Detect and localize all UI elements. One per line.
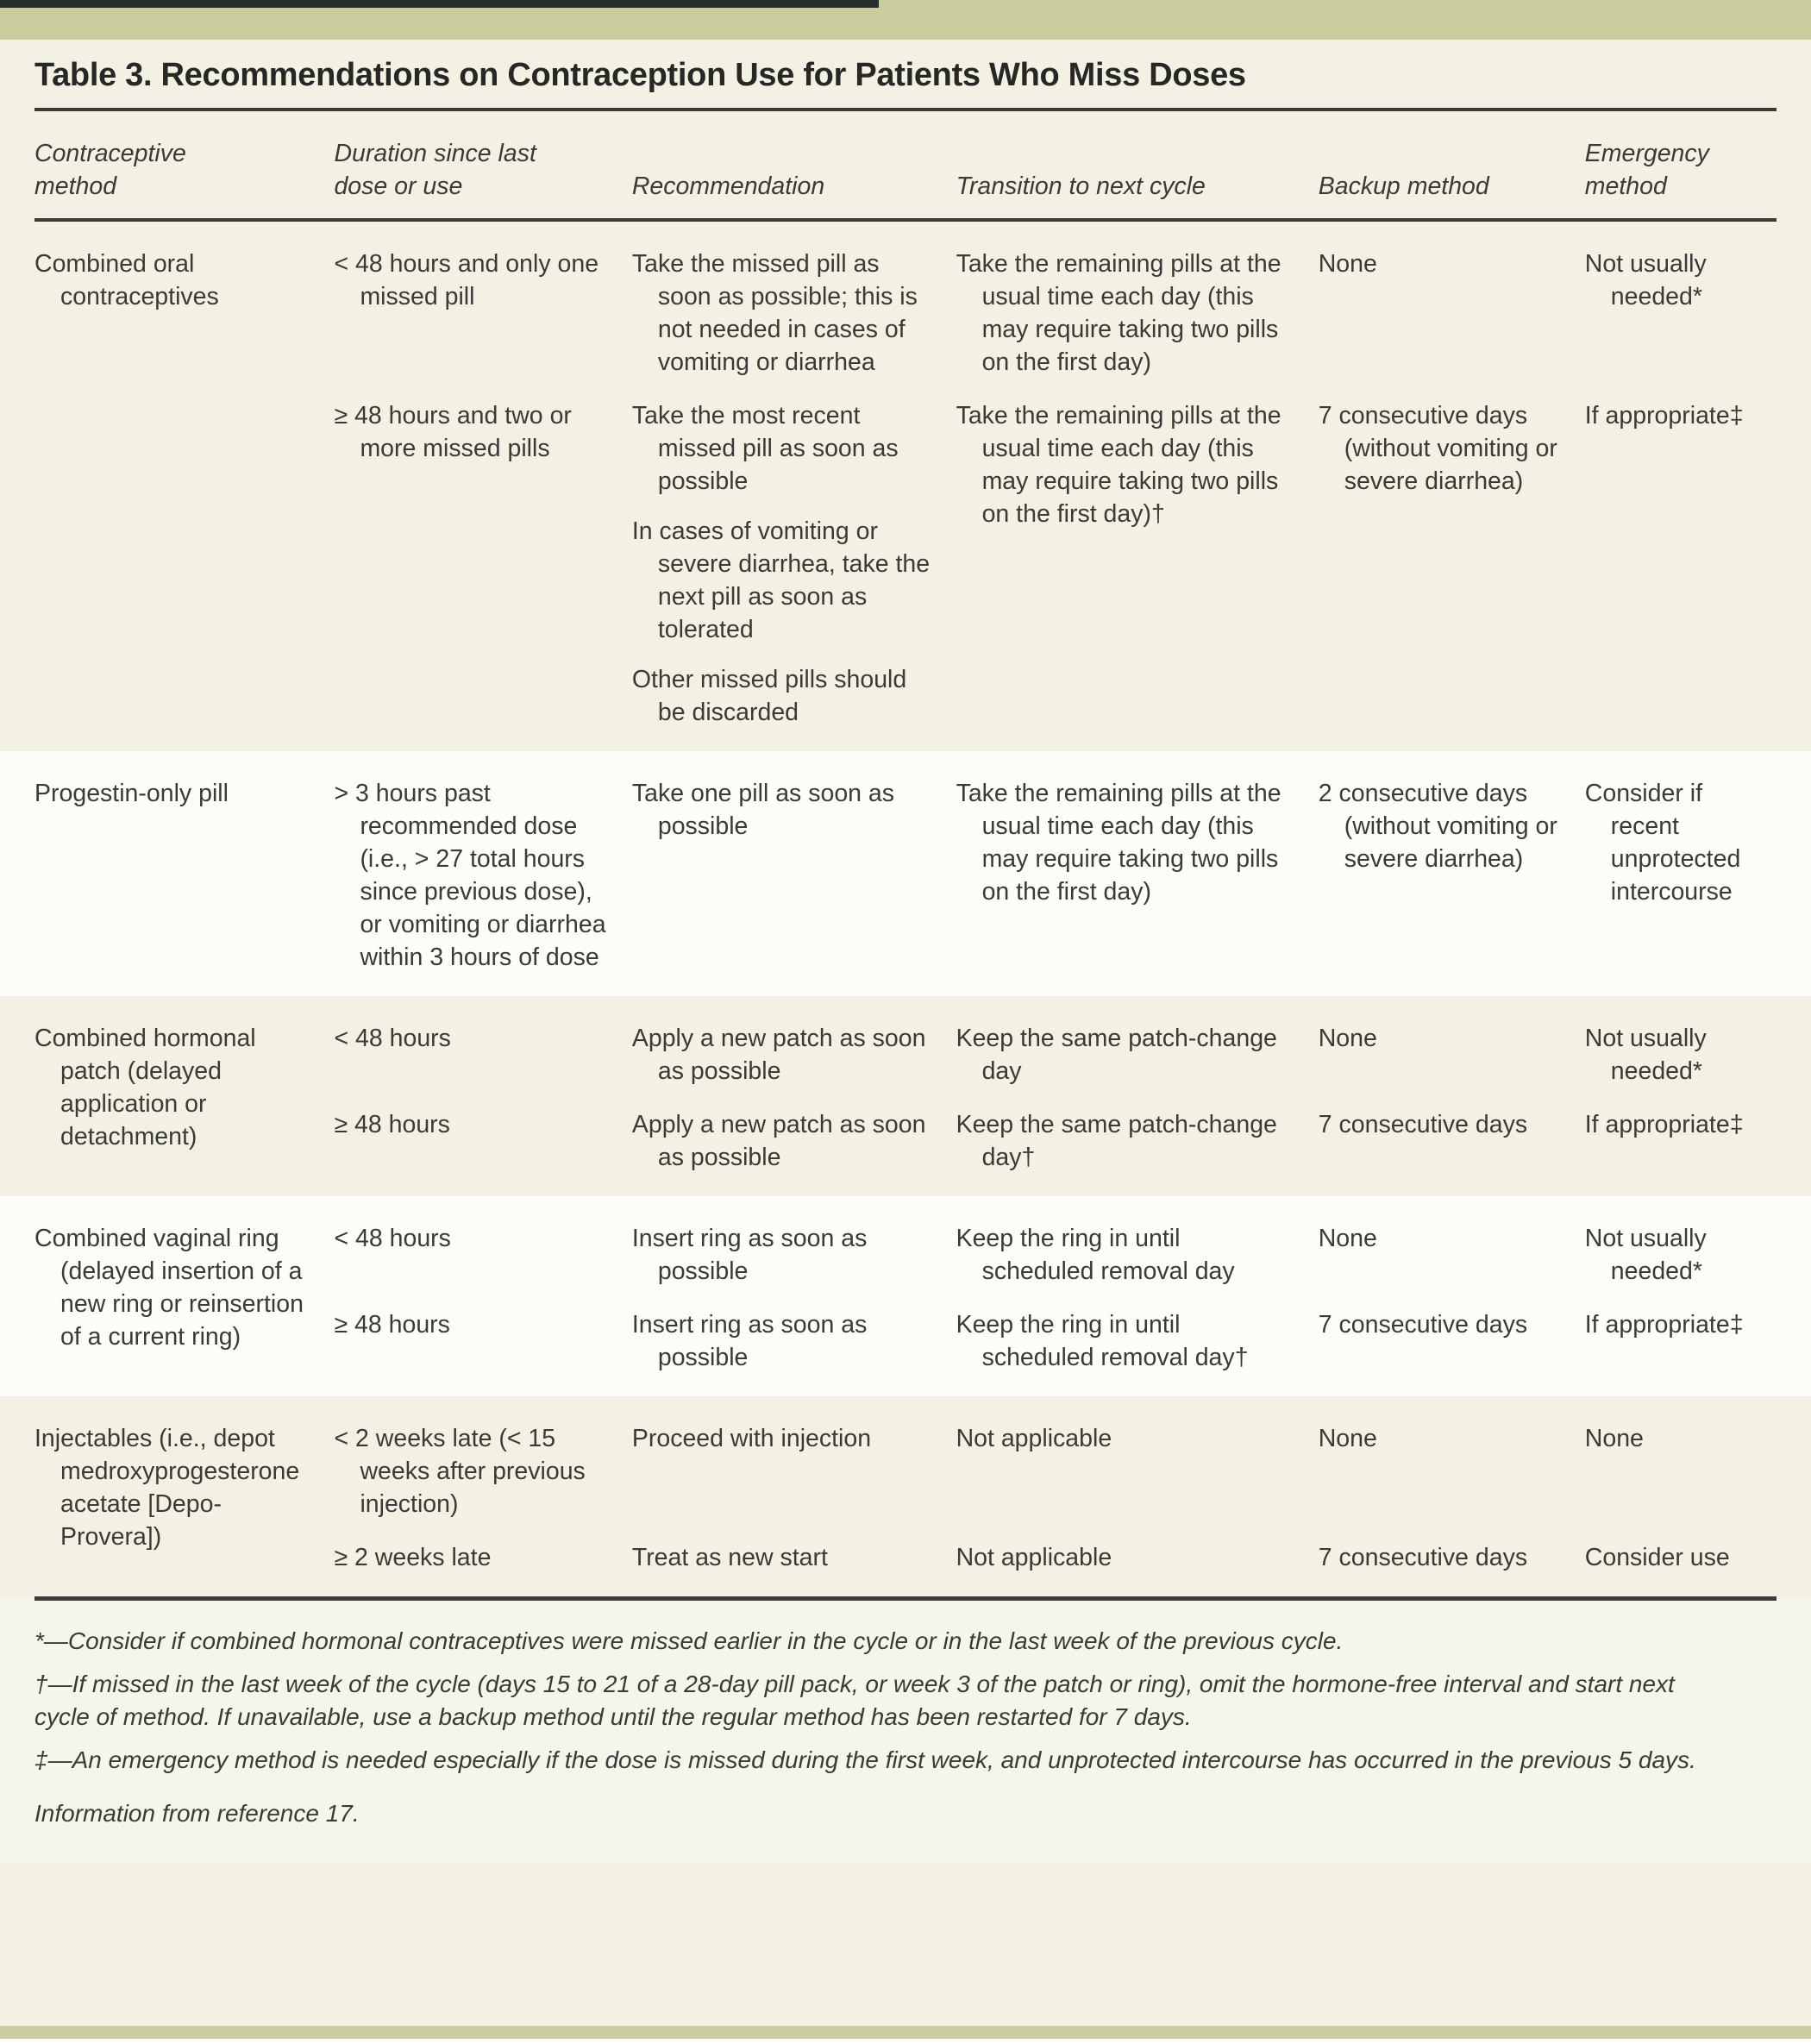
- cell-text: 7 consecutive days: [1318, 1311, 1528, 1339]
- recommendation-cell: [632, 1222, 956, 1288]
- cell-text: Keep the ring in until scheduled removal day†: [956, 1311, 1249, 1371]
- transition-cell: [956, 399, 1319, 729]
- cell-text: Take one pill as soon as possible: [631, 780, 895, 840]
- accent-strip-bottom: [0, 2026, 1811, 2039]
- transition-cell: [956, 1422, 1319, 1520]
- backup-cell: [1319, 1222, 1585, 1288]
- cell-text: Not usually needed*: [1584, 250, 1707, 310]
- table-header-row: [34, 111, 1777, 218]
- emergency-cell: [1585, 248, 1777, 379]
- transition-cell: [956, 1108, 1319, 1174]
- table-row: [0, 222, 1811, 751]
- cell-text: Take the missed pill as soon as possible; this is not needed in cases of vomiting or diarrhea: [631, 250, 918, 376]
- column-header-transition: Transition to next cycle: [956, 172, 1206, 200]
- method-cell: Combined hormonal patch (delayed application or detachment): [34, 1025, 256, 1151]
- cell-text: Consider if recent unprotected intercourse: [1584, 780, 1741, 906]
- cell-text: ≥ 2 weeks late: [334, 1544, 492, 1571]
- cell-text: Insert ring as soon as possible: [631, 1225, 868, 1285]
- column-header-recommendation: Recommendation: [631, 172, 825, 200]
- duration-cell: [334, 399, 631, 729]
- cell-text: Proceed with injection: [631, 1425, 872, 1452]
- cell-text: 2 consecutive days (without vomiting or severe diarrhea): [1318, 780, 1557, 873]
- duration-cell: [334, 248, 631, 379]
- recommendation-cell: [632, 1422, 956, 1520]
- transition-cell: [956, 248, 1319, 379]
- cell-text: Keep the same patch-change day: [956, 1025, 1277, 1085]
- duration-cell: [334, 1022, 631, 1088]
- cell-text: > 3 hours past recommended dose (i.e., > 27 total hours since previous dose), or vomiting or diarrhea within 3 hours of dose: [334, 780, 606, 971]
- cell-text: < 48 hours and only one missed pill: [334, 250, 599, 310]
- cell-text: Take the most recent missed pill as soon as possible: [631, 402, 899, 495]
- duration-cell: [334, 777, 631, 974]
- footnote-double-dagger: ‡—An emergency method is needed especially if the dose is missed during the first week, and unprotected intercourse has occurred in the previous 5 days.: [34, 1746, 1696, 1773]
- emergency-cell: [1585, 1422, 1777, 1520]
- transition-cell: [956, 1308, 1319, 1374]
- page-top-bar: [0, 0, 879, 8]
- cell-text: Other missed pills should be discarded: [631, 666, 907, 726]
- cell-text: Treat as new start: [631, 1544, 828, 1571]
- duration-cell: [334, 1308, 631, 1374]
- cell-text: Not usually needed*: [1584, 1225, 1707, 1285]
- method-cell: Injectables (i.e., depot medroxyprogesterone acetate [Depo-Provera]): [34, 1425, 300, 1551]
- cell-text: ≥ 48 hours and two or more missed pills: [334, 402, 572, 462]
- cell-text: 7 consecutive days (without vomiting or severe diarrhea): [1318, 402, 1557, 495]
- method-cell: Combined vaginal ring (delayed insertion of a new ring or reinsertion of a current ring): [34, 1225, 304, 1351]
- footnote-area: [0, 1596, 1811, 1863]
- cell-text: In cases of vomiting or severe diarrhea, take the next pill as soon as tolerated: [631, 517, 931, 643]
- cell-text: None: [1584, 1425, 1644, 1452]
- footnotes: [34, 1601, 1725, 1830]
- cell-text: < 48 hours: [334, 1025, 451, 1052]
- backup-cell: [1319, 1108, 1585, 1174]
- column-header-backup-method: Backup method: [1318, 172, 1489, 200]
- cell-text: < 2 weeks late (< 15 weeks after previous injection): [334, 1425, 586, 1518]
- table-row: [0, 1396, 1811, 1596]
- cell-text: Not applicable: [956, 1425, 1112, 1452]
- cell-text: ≥ 48 hours: [334, 1311, 450, 1339]
- cell-text: None: [1318, 250, 1377, 278]
- cell-text: 7 consecutive days: [1318, 1544, 1528, 1571]
- backup-cell: [1319, 1022, 1585, 1088]
- backup-cell: [1319, 1308, 1585, 1374]
- cell-text: None: [1318, 1425, 1377, 1452]
- table-title: Table 3. Recommendations on Contraception Use for Patients Who Miss Doses: [34, 57, 1246, 93]
- cell-text: If appropriate‡: [1584, 402, 1744, 429]
- transition-cell: [956, 1541, 1319, 1574]
- cell-text: Take the remaining pills at the usual time each day (this may require taking two pills on the first day)†: [956, 402, 1281, 528]
- cell-text: Keep the same patch-change day†: [956, 1111, 1277, 1171]
- backup-cell: [1319, 399, 1585, 729]
- emergency-cell: [1585, 1541, 1777, 1574]
- cell-text: Take the remaining pills at the usual time each day (this may require taking two pills on the first day): [956, 250, 1281, 376]
- transition-cell: [956, 1222, 1319, 1288]
- emergency-cell: [1585, 1108, 1777, 1174]
- source-note: Information from reference 17.: [34, 1800, 360, 1827]
- cell-text: < 48 hours: [334, 1225, 451, 1252]
- emergency-cell: [1585, 777, 1777, 974]
- cell-text: Not applicable: [956, 1544, 1112, 1571]
- emergency-cell: [1585, 1308, 1777, 1374]
- backup-cell: [1319, 248, 1585, 379]
- recommendation-cell: [632, 777, 956, 974]
- recommendation-cell: [632, 248, 956, 379]
- emergency-cell: [1585, 1222, 1777, 1288]
- table-body: [34, 222, 1777, 1596]
- recommendation-cell: [632, 1308, 956, 1374]
- method-cell: Progestin-only pill: [34, 780, 229, 807]
- transition-cell: [956, 777, 1319, 974]
- duration-cell: [334, 1108, 631, 1174]
- cell-text: 7 consecutive days: [1318, 1111, 1528, 1138]
- backup-cell: [1319, 1422, 1585, 1520]
- table-row: [0, 751, 1811, 996]
- backup-cell: [1319, 777, 1585, 974]
- cell-text: If appropriate‡: [1584, 1111, 1744, 1138]
- cell-text: Not usually needed*: [1584, 1025, 1707, 1085]
- table-card: [0, 40, 1811, 2026]
- cell-text: ≥ 48 hours: [334, 1111, 450, 1138]
- accent-strip-top: [0, 0, 1811, 40]
- emergency-cell: [1585, 399, 1777, 729]
- column-header-emergency-method: Emergency method: [1584, 140, 1709, 200]
- column-header-contraceptive-method: Contraceptive method: [34, 140, 186, 200]
- duration-cell: [334, 1422, 631, 1520]
- cell-text: Apply a new patch as soon as possible: [631, 1025, 926, 1085]
- transition-cell: [956, 1022, 1319, 1088]
- recommendation-cell: [632, 1022, 956, 1088]
- cell-text: Insert ring as soon as possible: [631, 1311, 868, 1371]
- recommendation-cell: [632, 399, 956, 729]
- backup-cell: [1319, 1541, 1585, 1574]
- cell-text: Apply a new patch as soon as possible: [631, 1111, 926, 1171]
- cell-text: None: [1318, 1025, 1377, 1052]
- duration-cell: [334, 1222, 631, 1288]
- duration-cell: [334, 1541, 631, 1574]
- cell-text: Keep the ring in until scheduled removal day: [956, 1225, 1235, 1285]
- footnote-dagger: †—If missed in the last week of the cycle (days 15 to 21 of a 28-day pill pack, or week 3 of the patch or ring), omit the hormone-free interval and start next cycle of method. If unavailable, use a backup method until the regular method has been restarted for 7 days.: [34, 1671, 1675, 1730]
- page-bottom-edge: [0, 2039, 1811, 2044]
- recommendation-cell: [632, 1541, 956, 1574]
- footnote-asterisk: *—Consider if combined hormonal contraceptives were missed earlier in the cycle or in the last week of the previous cycle.: [34, 1627, 1344, 1654]
- column-header-duration: Duration since last dose or use: [334, 140, 536, 200]
- cell-text: Take the remaining pills at the usual time each day (this may require taking two pills on the first day): [956, 780, 1281, 906]
- cell-text: Consider use: [1584, 1544, 1730, 1571]
- cell-text: If appropriate‡: [1584, 1311, 1744, 1339]
- table-row: [0, 996, 1811, 1196]
- emergency-cell: [1585, 1022, 1777, 1088]
- cell-text: None: [1318, 1225, 1377, 1252]
- table-row: [0, 1196, 1811, 1396]
- recommendation-cell: [632, 1108, 956, 1174]
- method-cell: Combined oral contraceptives: [34, 250, 219, 310]
